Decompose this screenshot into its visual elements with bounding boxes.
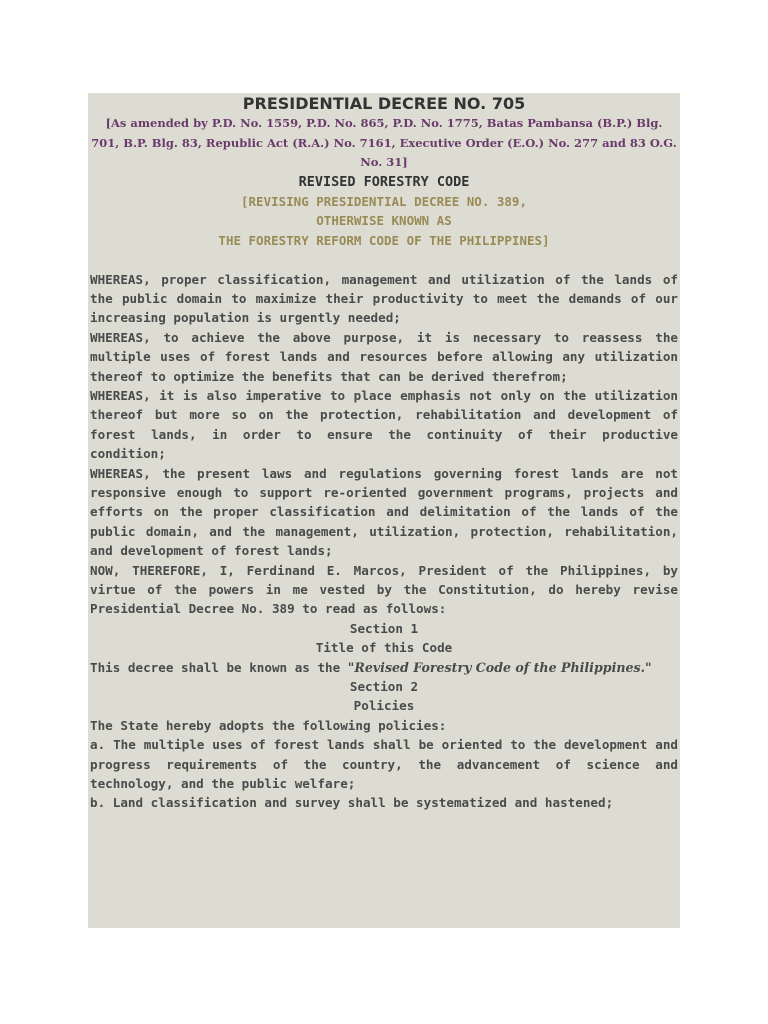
section-1-text [90, 658, 678, 677]
document-page [88, 93, 680, 928]
section-2-title: Policies [353, 698, 415, 714]
revising-line-1: [REVISING PRESIDENTIAL DECREE NO. 389, [241, 193, 527, 209]
policy-b: b. Land classification and survey shall be systematized and hastened; [90, 795, 614, 811]
policy-a: a. The multiple uses of forest lands shall be oriented to the development and progress requirements of the country, the advancement of science and technology, and the public welfare; [90, 737, 678, 792]
whereas-clause-2: WHEREAS, to achieve the above purpose, it is necessary to reassess the multiple uses of forest lands and resources before allowing any utilization thereof to optimize the benefits that can be derived therefrom; [90, 329, 678, 384]
whereas-clause-3: WHEREAS, it is also imperative to place emphasis not only on the utilization thereof but more so on the protection, rehabilitation and development of forest lands, in order to ensure the continuity of their productive condition; [90, 387, 678, 462]
amendment-note: [As amended by P.D. No. 1559, P.D. No. 865, P.D. No. 1775, Batas Pambansa (B.P.) Blg. 701, B.P. Blg. 83, Republic Act (R.A.) No. 7161, Executive Order (E.O.) No. 277 and 83 O.G. No. 31] [91, 116, 677, 169]
whereas-clause-4: WHEREAS, the present laws and regulations governing forest lands are not responsive enough to support re-oriented government programs, projects and efforts on the proper classification and delimitation of the lands of the public domain, and the management, utilization, protection, rehabilitation, and development of forest lands; [90, 465, 678, 559]
section-1-text-prefix: This decree shall be known as the [90, 659, 348, 675]
section-2-intro: The State hereby adopts the following policies: [90, 717, 447, 733]
code-subtitle: REVISED FORESTRY CODE [298, 173, 470, 190]
decree-title: PRESIDENTIAL DECREE NO. 705 [242, 94, 526, 113]
section-1-title: Title of this Code [315, 640, 453, 656]
section-1-heading: Section 1 [349, 620, 419, 636]
section-1-code-name: "Revised Forestry Code of the Philippines." [347, 659, 652, 675]
revising-line-3: THE FORESTRY REFORM CODE OF THE PHILIPPINES] [218, 232, 550, 248]
section-2-heading: Section 2 [349, 679, 419, 695]
now-therefore-clause: NOW, THEREFORE, I, Ferdinand E. Marcos, President of the Philippines, by virtue of the powers in me vested by the Constitution, do hereby revise Presidential Decree No. 389 to read as follows: [90, 562, 678, 617]
revising-line-2: OTHERWISE KNOWN AS [316, 213, 452, 228]
whereas-clause-1: WHEREAS, proper classification, management and utilization of the lands of the public domain to maximize their productivity to meet the demands of our increasing population is urgently needed; [90, 271, 678, 326]
spacer [90, 250, 678, 270]
